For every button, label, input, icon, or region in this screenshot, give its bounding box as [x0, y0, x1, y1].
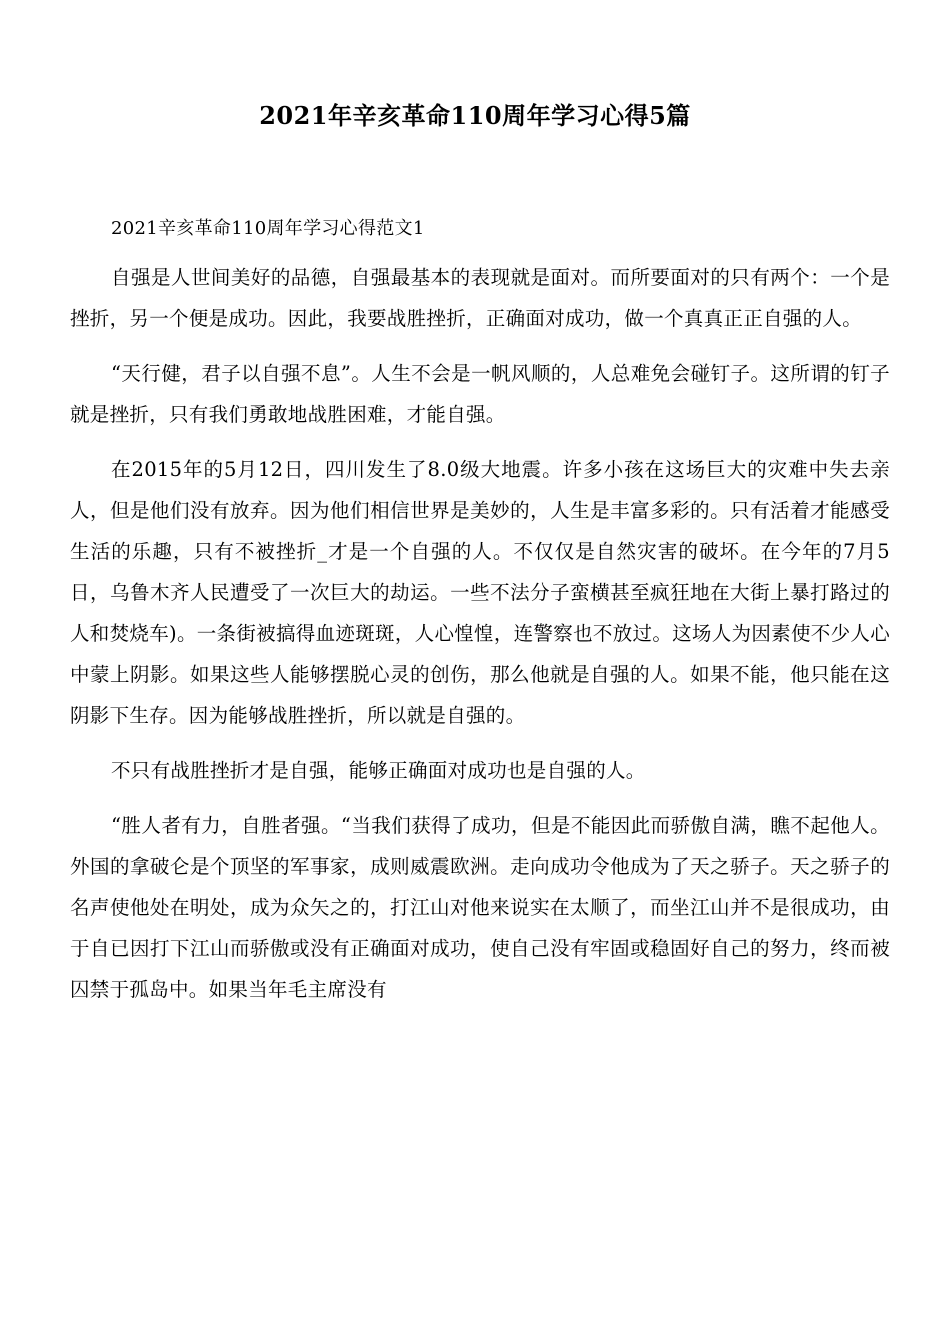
paragraph: 不只有战胜挫折才是自强，能够正确面对成功也是自强的人。	[111, 759, 646, 782]
paragraph: 在2015年的5月12日，四川发生了8.0级大地震。许多小孩在这场巨大的灾难中失去亲人，但是他们没有放弃。因为他们相信世界是美妙的，人生是丰富多彩的。只有活着才能感受生活的乐趣，只有不被挫折_才是一个自强的人。不仅仅是自然灾害的破坏。在今年的7月5日，乌鲁木齐人民遭受了一次巨大的劫运。一些不法分子蛮横甚至疯狂地在大街上暴打路过的人和焚烧车)。一条街被搞得血迹斑斑，人心惶惶，连警察也不放过。这场人为因素使不少人心中蒙上阴影。如果这些人能够摆脱心灵的创伤，那么他就是自强的人。如果不能，他只能在这阴影下生存。因为能够战胜挫折，所以就是自强的。	[70, 458, 890, 727]
paragraph: “天行健，君子以自强不息”。人生不会是一帆风顺的，人总难免会碰钉子。这所谓的钉子就是挫折，只有我们勇敢地战胜困难，才能自强。	[70, 362, 890, 426]
paragraph: 自强是人世间美好的品德，自强最基本的表现就是面对。而所要面对的只有两个：一个是挫折，另一个便是成功。因此，我要战胜挫折，正确面对成功，做一个真真正正自强的人。	[70, 266, 890, 330]
document-title: 2021年辛亥革命110周年学习心得5篇	[259, 101, 691, 130]
paragraph: “胜人者有力，自胜者强。“当我们获得了成功，但是不能因此而骄傲自满，瞧不起他人。外国的拿破仑是个顶坚的军事家，成则威震欧洲。走向成功令他成为了天之骄子。天之骄子的名声使他处在明处，成为众矢之的，打江山对他来说实在太顺了，而坐江山并不是很成功，由于自已因打下江山而骄傲或没有正确面对成功，使自己没有牢固或稳固好自己的努力，终而被囚禁于孤岛中。如果当年毛主席没有	[70, 814, 890, 1001]
section-heading: 2021辛亥革命110周年学习心得范文1	[111, 218, 425, 239]
document-body	[70, 208, 890, 1024]
